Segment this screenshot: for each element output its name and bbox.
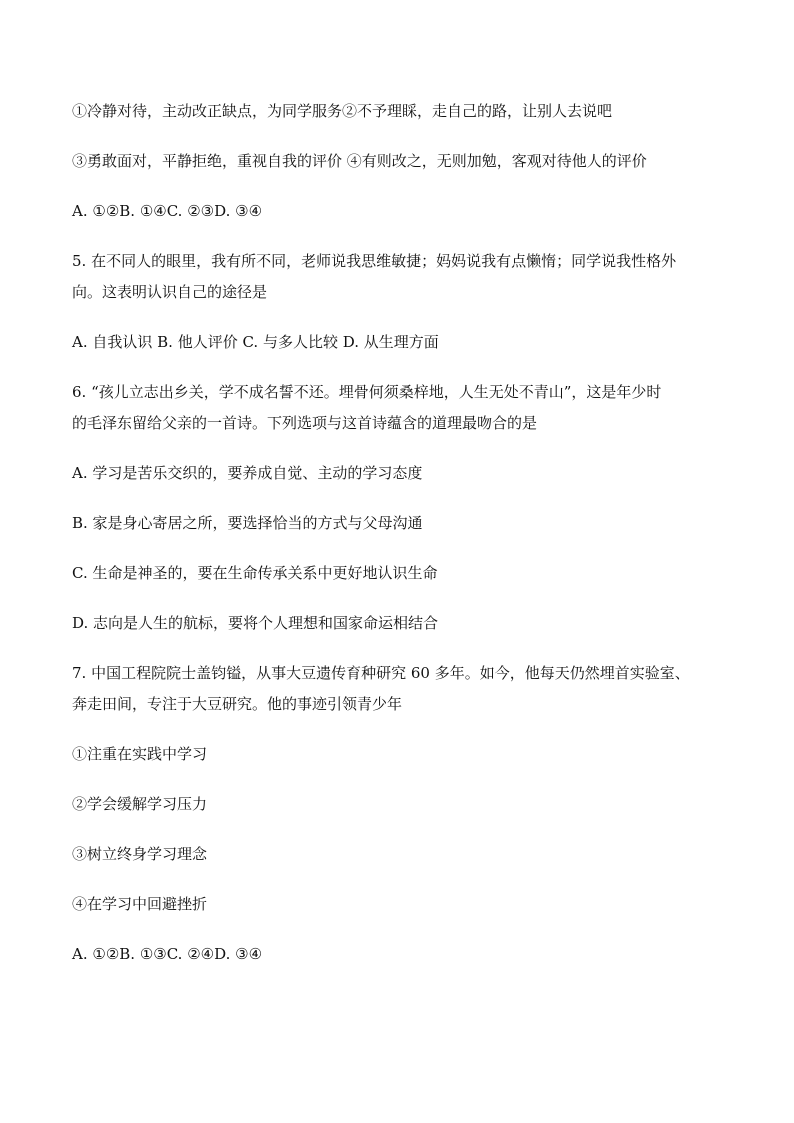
q6-option-d: D. 志向是人生的航标，要将个人理想和国家命运相结合 [72,614,439,632]
q6-option-a: A. 学习是苦乐交织的，要养成自觉、主动的学习态度 [72,464,423,482]
q4-option-line-2: ③勇敢面对，平静拒绝，重视自我的评价 ④有则改之，无则加勉，客观对待他人的评价 [72,152,647,170]
q4-option-line-1: ①冷静对待，主动改正缺点，为同学服务②不予理睬，走自己的路，让别人去说吧 [72,102,613,120]
q7-statement-4: ④在学习中回避挫折 [72,895,208,913]
q5-stem-line-1: 5. 在不同人的眼里，我有所不同，老师说我思维敏捷；妈妈说我有点懒惰；同学说我性格外 [72,252,677,270]
q6-stem-line-1: 6. “孩儿立志出乡关，学不成名誓不还。埋骨何须桑梓地，人生无处不青山”，这是年少时 [72,383,662,401]
q6-stem-line-2: 的毛泽东留给父亲的一首诗。下列选项与这首诗蕴含的道理最吻合的是 [72,414,538,432]
q7-statement-3: ③树立终身学习理念 [72,845,208,863]
q7-statement-1: ①注重在实践中学习 [72,745,208,763]
q7-stem-line-2: 奔走田间，专注于大豆研究。他的事迹引领青少年 [72,695,403,713]
q6-option-c: C. 生命是神圣的，要在生命传承关系中更好地认识生命 [72,564,438,582]
q4-answer-choices: A. ①②B. ①④C. ②③D. ③④ [72,202,263,220]
q7-statement-2: ②学会缓解学习压力 [72,795,208,813]
q5-stem-line-2: 向。这表明认识自己的途径是 [72,283,268,301]
q7-stem-line-1: 7. 中国工程院院士盖钧镒，从事大豆遗传育种研究 60 多年。如今，他每天仍然埋首实验室、 [72,664,690,682]
q5-answer-choices: A. 自我认识 B. 他人评价 C. 与多人比较 D. 从生理方面 [72,333,439,351]
q6-option-b: B. 家是身心寄居之所，要选择恰当的方式与父母沟通 [72,514,423,532]
q7-answer-choices: A. ①②B. ①③C. ②④D. ③④ [72,945,263,963]
